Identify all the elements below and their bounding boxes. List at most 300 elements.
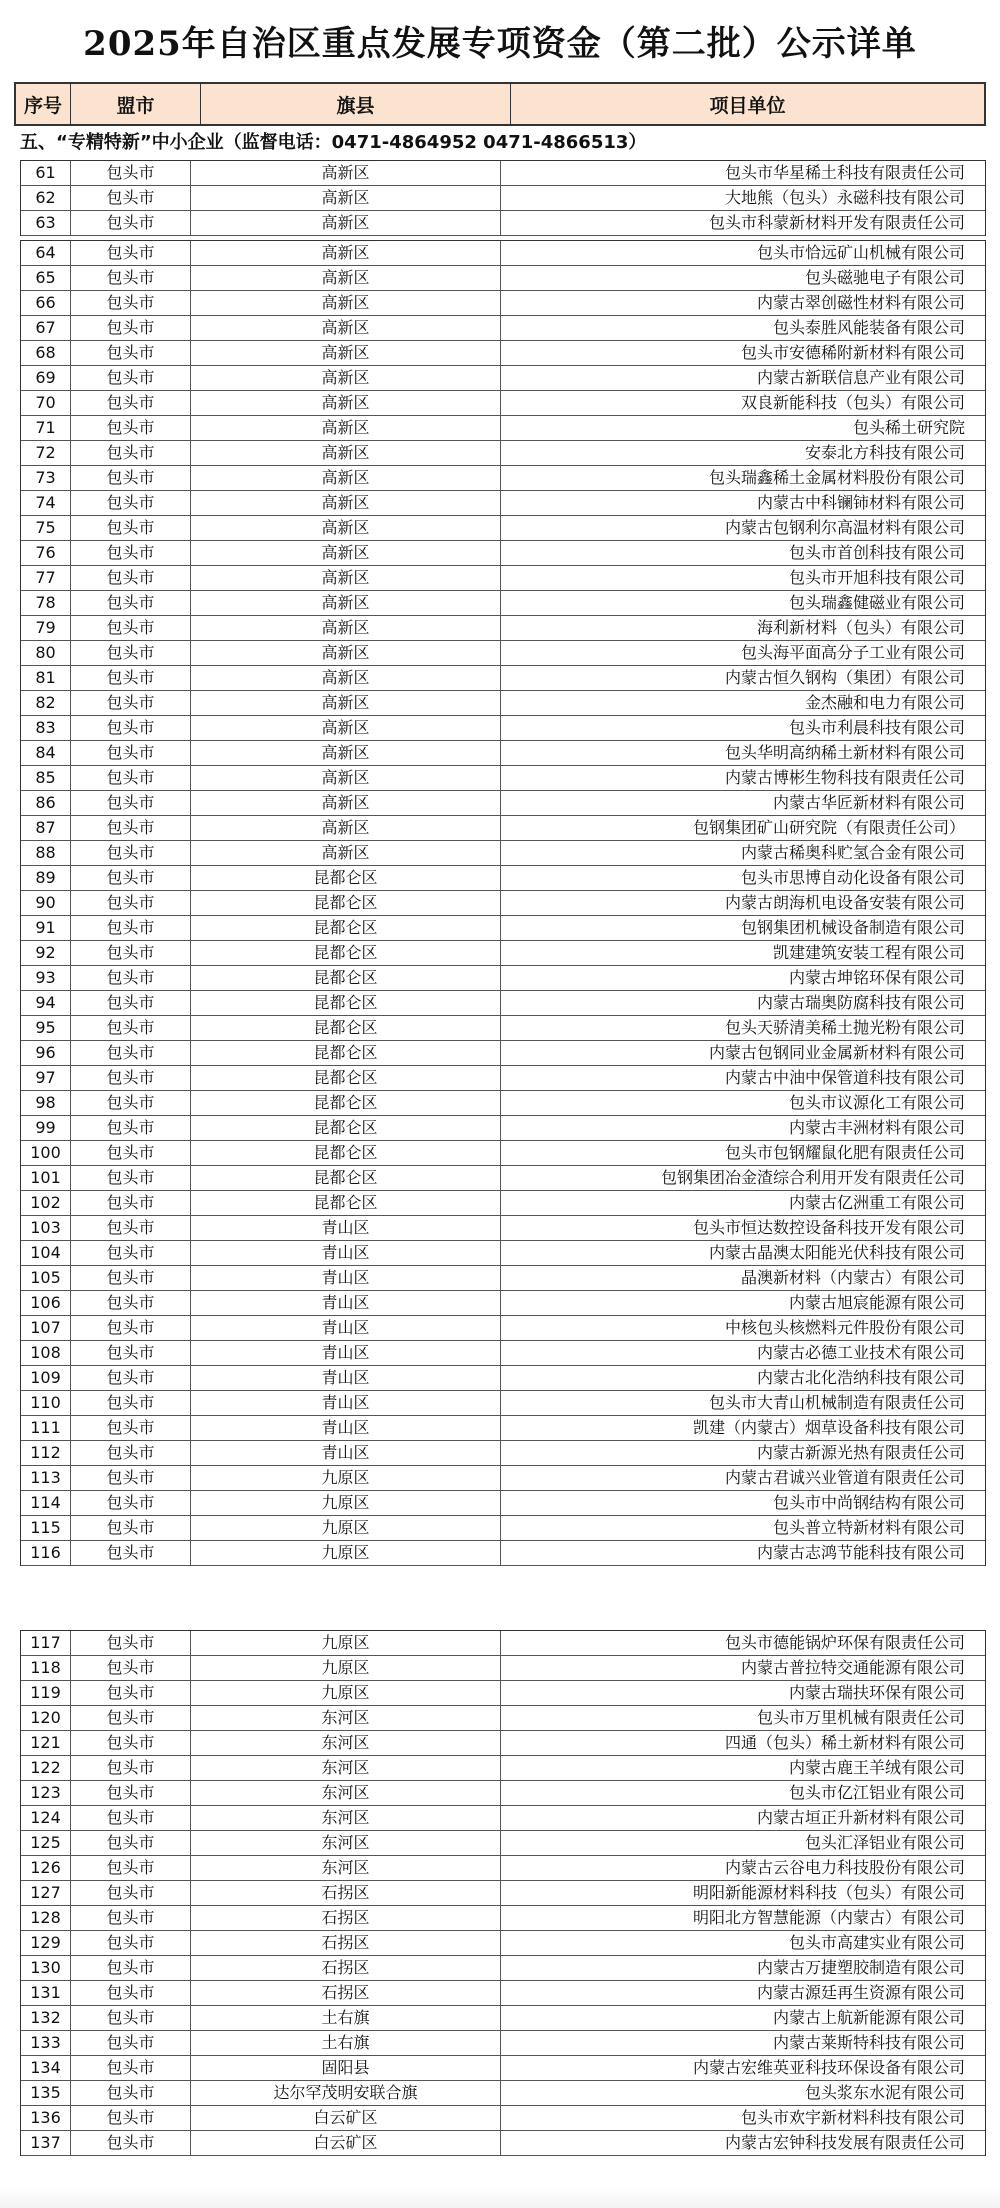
- table-row: [21, 1516, 985, 1541]
- row-index: 77: [21, 566, 71, 590]
- table-row: [21, 1906, 985, 1931]
- row-league-city: 包头市: [71, 1541, 191, 1565]
- row-county: 东河区: [191, 1831, 501, 1855]
- row-league-city: 包头市: [71, 941, 191, 965]
- row-project-unit: 包头市欢宇新材料科技有限公司: [740, 2108, 965, 2127]
- table-row: [21, 591, 985, 616]
- row-league-city: 包头市: [71, 591, 191, 615]
- row-index: 118: [21, 1656, 71, 1680]
- row-county: 昆都仑区: [191, 1116, 501, 1140]
- row-league-city: 包头市: [71, 516, 191, 540]
- row-project-unit: 内蒙古普拉特交通能源有限公司: [740, 1658, 965, 1677]
- row-project-unit: 内蒙古君诚兴业管道有限责任公司: [724, 1468, 965, 1487]
- row-league-city: 包头市: [71, 1856, 191, 1880]
- row-league-city: 包头市: [71, 1631, 191, 1655]
- row-county: 高新区: [191, 716, 501, 740]
- row-project-unit: 内蒙古稀奥科贮氢合金有限公司: [740, 843, 965, 862]
- row-project-unit: 晶澳新材料（内蒙古）有限公司: [740, 1268, 965, 1287]
- row-county: 青山区: [191, 1416, 501, 1440]
- row-county: 高新区: [191, 441, 501, 465]
- table-row: [21, 891, 985, 916]
- row-project-unit: 内蒙古中油中保管道科技有限公司: [724, 1068, 965, 1087]
- row-league-city: 包头市: [71, 1956, 191, 1980]
- row-index: 99: [21, 1116, 71, 1140]
- row-project-unit: 明阳北方智慧能源（内蒙古）有限公司: [692, 1908, 965, 1927]
- row-index: 89: [21, 866, 71, 890]
- row-project-unit: 内蒙古博彬生物科技有限责任公司: [724, 768, 965, 787]
- row-project-unit: 内蒙古晶澳太阳能光伏科技有限公司: [708, 1243, 965, 1262]
- row-project-unit: 包钢集团机械设备制造有限公司: [740, 918, 965, 937]
- row-project-unit: 内蒙古必德工业技术有限公司: [756, 1343, 965, 1362]
- row-project-unit: 包头普立特新材料有限公司: [772, 1518, 965, 1537]
- row-index: 134: [21, 2056, 71, 2080]
- row-league-city: 包头市: [71, 211, 191, 235]
- table-row: [21, 241, 985, 266]
- row-county: 高新区: [191, 161, 501, 185]
- row-league-city: 包头市: [71, 1731, 191, 1755]
- table-row: [21, 341, 985, 366]
- row-league-city: 包头市: [71, 1316, 191, 1340]
- row-league-city: 包头市: [71, 766, 191, 790]
- row-county: 达尔罕茂明安联合旗: [191, 2081, 501, 2105]
- table-row: [21, 186, 985, 211]
- table-row: [21, 1041, 985, 1066]
- row-project-unit: 双良新能科技（包头）有限公司: [740, 393, 965, 412]
- table-row: [21, 941, 985, 966]
- row-project-unit: 明阳新能源材料科技（包头）有限公司: [692, 1883, 965, 1902]
- row-league-city: 包头市: [71, 1656, 191, 1680]
- row-index: 95: [21, 1016, 71, 1040]
- row-index: 106: [21, 1291, 71, 1315]
- row-league-city: 包头市: [71, 1416, 191, 1440]
- table-row: [21, 1631, 985, 1656]
- row-league-city: 包头市: [71, 1041, 191, 1065]
- row-league-city: 包头市: [71, 1016, 191, 1040]
- row-project-unit: 包头汇泽铝业有限公司: [804, 1833, 965, 1852]
- row-league-city: 包头市: [71, 1266, 191, 1290]
- row-county: 东河区: [191, 1731, 501, 1755]
- row-league-city: 包头市: [71, 1516, 191, 1540]
- row-index: 124: [21, 1806, 71, 1830]
- row-county: 土右旗: [191, 2006, 501, 2030]
- row-league-city: 包头市: [71, 1066, 191, 1090]
- row-county: 东河区: [191, 1781, 501, 1805]
- row-project-unit: 包头市开旭科技有限公司: [788, 568, 965, 587]
- row-league-city: 包头市: [71, 916, 191, 940]
- row-project-unit: 内蒙古瑞扶环保有限公司: [788, 1683, 965, 1702]
- table-row: [21, 1416, 985, 1441]
- row-league-city: 包头市: [71, 1366, 191, 1390]
- row-league-city: 包头市: [71, 2031, 191, 2055]
- table-row: [21, 966, 985, 991]
- row-county: 青山区: [191, 1216, 501, 1240]
- page-bottom-edge: [0, 2188, 1000, 2208]
- row-county: 青山区: [191, 1341, 501, 1365]
- row-project-unit: 包头市亿江铝业有限公司: [788, 1783, 965, 1802]
- row-league-city: 包头市: [71, 566, 191, 590]
- table-row: [21, 541, 985, 566]
- row-league-city: 包头市: [71, 161, 191, 185]
- row-county: 石拐区: [191, 1931, 501, 1955]
- row-index: 68: [21, 341, 71, 365]
- row-index: 121: [21, 1731, 71, 1755]
- table-row: [21, 161, 985, 186]
- row-index: 82: [21, 691, 71, 715]
- row-project-unit: 包头市包钢耀鼠化肥有限责任公司: [724, 1143, 965, 1162]
- row-league-city: 包头市: [71, 2081, 191, 2105]
- row-project-unit: 内蒙古中科镧铈材料有限公司: [756, 493, 965, 512]
- row-index: 79: [21, 616, 71, 640]
- table-row: [21, 416, 985, 441]
- table-block-3: [20, 1630, 986, 2156]
- row-project-unit: 包头市万里机械有限责任公司: [756, 1708, 965, 1727]
- row-county: 高新区: [191, 591, 501, 615]
- row-county: 白云矿区: [191, 2106, 501, 2130]
- table-row: [21, 1091, 985, 1116]
- row-project-unit: 内蒙古志鸿节能科技有限公司: [756, 1543, 965, 1562]
- row-county: 高新区: [191, 791, 501, 815]
- row-project-unit: 内蒙古包钢利尔高温材料有限公司: [724, 518, 965, 537]
- row-project-unit: 安泰北方科技有限公司: [804, 443, 965, 462]
- row-county: 昆都仑区: [191, 991, 501, 1015]
- row-league-city: 包头市: [71, 1391, 191, 1415]
- row-index: 136: [21, 2106, 71, 2130]
- row-league-city: 包头市: [71, 2006, 191, 2030]
- table-row: [21, 491, 985, 516]
- row-project-unit: 内蒙古朗海机电设备安装有限公司: [724, 893, 965, 912]
- row-league-city: 包头市: [71, 2131, 191, 2155]
- row-league-city: 包头市: [71, 441, 191, 465]
- row-league-city: 包头市: [71, 1781, 191, 1805]
- row-county: 东河区: [191, 1706, 501, 1730]
- table-row: [21, 2056, 985, 2081]
- row-league-city: 包头市: [71, 1806, 191, 1830]
- table-row: [21, 316, 985, 341]
- table-row: [21, 1241, 985, 1266]
- row-project-unit: 内蒙古宏维英亚科技环保设备有限公司: [692, 2058, 965, 2077]
- row-index: 122: [21, 1756, 71, 1780]
- row-index: 61: [21, 161, 71, 185]
- row-county: 高新区: [191, 566, 501, 590]
- table-row: [21, 366, 985, 391]
- row-project-unit: 内蒙古源廷再生资源有限公司: [756, 1983, 965, 2002]
- row-project-unit: 海利新材料（包头）有限公司: [756, 618, 965, 637]
- row-index: 66: [21, 291, 71, 315]
- row-project-unit: 包头市德能锅炉环保有限责任公司: [724, 1633, 965, 1652]
- row-index: 135: [21, 2081, 71, 2105]
- table-row: [21, 766, 985, 791]
- row-project-unit: 包头市利晨科技有限公司: [788, 718, 965, 737]
- row-index: 102: [21, 1191, 71, 1215]
- table-row: [21, 1756, 985, 1781]
- table-row: [21, 1066, 985, 1091]
- row-project-unit: 四通（包头）稀土新材料有限公司: [724, 1733, 965, 1752]
- row-league-city: 包头市: [71, 1091, 191, 1115]
- row-league-city: 包头市: [71, 241, 191, 265]
- row-county: 东河区: [191, 1806, 501, 1830]
- row-county: 高新区: [191, 366, 501, 390]
- row-county: 石拐区: [191, 1881, 501, 1905]
- row-project-unit: 内蒙古坤铭环保有限公司: [788, 968, 965, 987]
- row-index: 101: [21, 1166, 71, 1190]
- row-county: 固阳县: [191, 2056, 501, 2080]
- table-row: [21, 1216, 985, 1241]
- row-index: 113: [21, 1466, 71, 1490]
- row-county: 昆都仑区: [191, 891, 501, 915]
- row-index: 86: [21, 791, 71, 815]
- table-row: [21, 1881, 985, 1906]
- row-league-city: 包头市: [71, 316, 191, 340]
- row-league-city: 包头市: [71, 2056, 191, 2080]
- table-row: [21, 641, 985, 666]
- table-row: [21, 741, 985, 766]
- row-county: 青山区: [191, 1241, 501, 1265]
- row-project-unit: 包头市科蒙新材料开发有限责任公司: [708, 213, 965, 232]
- row-index: 63: [21, 211, 71, 235]
- row-index: 114: [21, 1491, 71, 1515]
- row-county: 石拐区: [191, 1956, 501, 1980]
- row-county: 高新区: [191, 341, 501, 365]
- row-league-city: 包头市: [71, 966, 191, 990]
- row-project-unit: 内蒙古瑞奥防腐科技有限公司: [756, 993, 965, 1012]
- row-league-city: 包头市: [71, 291, 191, 315]
- table-row: [21, 566, 985, 591]
- row-project-unit: 内蒙古鹿王羊绒有限公司: [788, 1758, 965, 1777]
- header-county: 旗县: [201, 84, 511, 124]
- row-league-city: 包头市: [71, 1291, 191, 1315]
- row-county: 高新区: [191, 391, 501, 415]
- table-row: [21, 1441, 985, 1466]
- row-index: 85: [21, 766, 71, 790]
- table-row: [21, 1116, 985, 1141]
- row-project-unit: 金杰融和电力有限公司: [804, 693, 965, 712]
- table-row: [21, 1541, 985, 1566]
- row-county: 石拐区: [191, 1906, 501, 1930]
- row-league-city: 包头市: [71, 266, 191, 290]
- row-project-unit: 内蒙古亿洲重工有限公司: [788, 1193, 965, 1212]
- row-county: 昆都仑区: [191, 1091, 501, 1115]
- row-index: 104: [21, 1241, 71, 1265]
- table-block-2: [20, 240, 986, 1566]
- row-league-city: 包头市: [71, 1931, 191, 1955]
- table-row: [21, 2131, 985, 2156]
- row-project-unit: 内蒙古翠创磁性材料有限公司: [756, 293, 965, 312]
- row-index: 129: [21, 1931, 71, 1955]
- row-league-city: 包头市: [71, 1981, 191, 2005]
- row-league-city: 包头市: [71, 416, 191, 440]
- header-index: 序号: [16, 84, 71, 124]
- row-index: 71: [21, 416, 71, 440]
- row-index: 108: [21, 1341, 71, 1365]
- table-row: [21, 1191, 985, 1216]
- row-county: 九原区: [191, 1631, 501, 1655]
- row-index: 88: [21, 841, 71, 865]
- row-index: 105: [21, 1266, 71, 1290]
- row-county: 昆都仑区: [191, 1016, 501, 1040]
- section-label: 五、“专精特新”中小企业（监督电话：0471-4864952 0471-4866513）: [20, 132, 647, 153]
- row-county: 青山区: [191, 1266, 501, 1290]
- row-project-unit: 包头海平面高分子工业有限公司: [740, 643, 965, 662]
- table-row: [21, 1141, 985, 1166]
- row-league-city: 包头市: [71, 691, 191, 715]
- table-row: [21, 1366, 985, 1391]
- row-league-city: 包头市: [71, 1341, 191, 1365]
- row-league-city: 包头市: [71, 1191, 191, 1215]
- row-index: 119: [21, 1681, 71, 1705]
- row-index: 83: [21, 716, 71, 740]
- row-project-unit: 内蒙古华匠新材料有限公司: [772, 793, 965, 812]
- row-index: 87: [21, 816, 71, 840]
- table-row: [21, 516, 985, 541]
- row-county: 青山区: [191, 1366, 501, 1390]
- row-league-city: 包头市: [71, 366, 191, 390]
- row-county: 青山区: [191, 1291, 501, 1315]
- table-row: [21, 916, 985, 941]
- row-project-unit: 包头市安德稀附新材料有限公司: [740, 343, 965, 362]
- row-county: 高新区: [191, 841, 501, 865]
- row-league-city: 包头市: [71, 791, 191, 815]
- row-county: 高新区: [191, 766, 501, 790]
- row-index: 84: [21, 741, 71, 765]
- row-county: 青山区: [191, 1316, 501, 1340]
- row-index: 74: [21, 491, 71, 515]
- row-project-unit: 内蒙古北化浩纳科技有限公司: [756, 1368, 965, 1387]
- table-row: [21, 716, 985, 741]
- row-league-city: 包头市: [71, 1491, 191, 1515]
- row-county: 高新区: [191, 516, 501, 540]
- table-header: [14, 82, 986, 126]
- header-project-unit: 项目单位: [709, 94, 786, 117]
- row-league-city: 包头市: [71, 391, 191, 415]
- row-project-unit: 内蒙古宏钟科技发展有限责任公司: [724, 2133, 965, 2152]
- row-county: 高新区: [191, 241, 501, 265]
- row-index: 120: [21, 1706, 71, 1730]
- row-index: 67: [21, 316, 71, 340]
- table-row: [21, 1291, 985, 1316]
- row-index: 115: [21, 1516, 71, 1540]
- row-county: 九原区: [191, 1491, 501, 1515]
- row-county: 石拐区: [191, 1981, 501, 2005]
- row-project-unit: 内蒙古上航新能源有限公司: [772, 2008, 965, 2027]
- table-row: [21, 2006, 985, 2031]
- row-project-unit: 包钢集团冶金渣综合利用开发有限责任公司: [660, 1168, 965, 1187]
- row-county: 昆都仑区: [191, 1166, 501, 1190]
- row-project-unit: 包头市思博自动化设备有限公司: [740, 868, 965, 887]
- table-row: [21, 1706, 985, 1731]
- row-index: 137: [21, 2131, 71, 2155]
- row-league-city: 包头市: [71, 666, 191, 690]
- row-index: 133: [21, 2031, 71, 2055]
- row-project-unit: 内蒙古恒久钢构（集团）有限公司: [724, 668, 965, 687]
- header-league-city: 盟市: [71, 84, 201, 124]
- table-block-1: [20, 160, 986, 236]
- row-league-city: 包头市: [71, 991, 191, 1015]
- row-county: 东河区: [191, 1756, 501, 1780]
- row-project-unit: 包头市首创科技有限公司: [788, 543, 965, 562]
- row-project-unit: 包头稀土研究院: [852, 418, 965, 437]
- row-league-city: 包头市: [71, 1466, 191, 1490]
- row-index: 131: [21, 1981, 71, 2005]
- row-league-city: 包头市: [71, 1681, 191, 1705]
- row-county: 高新区: [191, 616, 501, 640]
- table-row: [21, 666, 985, 691]
- row-index: 90: [21, 891, 71, 915]
- row-county: 昆都仑区: [191, 1141, 501, 1165]
- row-county: 高新区: [191, 541, 501, 565]
- row-league-city: 包头市: [71, 616, 191, 640]
- row-index: 117: [21, 1631, 71, 1655]
- row-county: 高新区: [191, 291, 501, 315]
- row-league-city: 包头市: [71, 541, 191, 565]
- row-project-unit: 内蒙古新联信息产业有限公司: [756, 368, 965, 387]
- row-project-unit: 包头市议源化工有限公司: [788, 1093, 965, 1112]
- row-county: 九原区: [191, 1656, 501, 1680]
- row-league-city: 包头市: [71, 186, 191, 210]
- row-index: 81: [21, 666, 71, 690]
- row-index: 98: [21, 1091, 71, 1115]
- row-project-unit: 包头华明高纳稀土新材料有限公司: [724, 743, 965, 762]
- table-row: [21, 441, 985, 466]
- row-project-unit: 包头瑞鑫健磁业有限公司: [788, 593, 965, 612]
- table-row: [21, 211, 985, 236]
- row-league-city: 包头市: [71, 466, 191, 490]
- row-league-city: 包头市: [71, 816, 191, 840]
- row-index: 72: [21, 441, 71, 465]
- row-index: 92: [21, 941, 71, 965]
- row-project-unit: 包头瑞鑫稀土金属材料股份有限公司: [708, 468, 965, 487]
- row-project-unit: 包头市中尚钢结构有限公司: [772, 1493, 965, 1512]
- row-county: 高新区: [191, 266, 501, 290]
- row-project-unit: 内蒙古云谷电力科技股份有限公司: [724, 1858, 965, 1877]
- row-project-unit: 包头天骄清美稀土抛光粉有限公司: [724, 1018, 965, 1037]
- row-index: 75: [21, 516, 71, 540]
- row-county: 昆都仑区: [191, 941, 501, 965]
- row-county: 高新区: [191, 641, 501, 665]
- row-index: 126: [21, 1856, 71, 1880]
- table-row: [21, 1956, 985, 1981]
- row-county: 高新区: [191, 316, 501, 340]
- table-row: [21, 2031, 985, 2056]
- row-index: 125: [21, 1831, 71, 1855]
- row-project-unit: 大地熊（包头）永磁科技有限公司: [724, 188, 965, 207]
- row-county: 九原区: [191, 1541, 501, 1565]
- row-league-city: 包头市: [71, 1166, 191, 1190]
- table-row: [21, 2081, 985, 2106]
- row-project-unit: 内蒙古包钢同业金属新材料有限公司: [708, 1043, 965, 1062]
- row-project-unit: 内蒙古新源光热有限责任公司: [756, 1443, 965, 1462]
- table-row: [21, 266, 985, 291]
- row-project-unit: 包头磁驰电子有限公司: [804, 268, 965, 287]
- row-index: 76: [21, 541, 71, 565]
- row-index: 107: [21, 1316, 71, 1340]
- table-row: [21, 1016, 985, 1041]
- row-league-city: 包头市: [71, 741, 191, 765]
- table-row: [21, 2106, 985, 2131]
- row-county: 昆都仑区: [191, 916, 501, 940]
- row-project-unit: 包头市华星稀土科技有限责任公司: [724, 163, 965, 182]
- row-league-city: 包头市: [71, 866, 191, 890]
- row-project-unit: 包钢集团矿山研究院（有限责任公司）: [692, 818, 965, 837]
- row-league-city: 包头市: [71, 491, 191, 515]
- row-project-unit: 凯建（内蒙古）烟草设备科技有限公司: [692, 1418, 965, 1437]
- row-league-city: 包头市: [71, 1881, 191, 1905]
- table-row: [21, 466, 985, 491]
- row-county: 土右旗: [191, 2031, 501, 2055]
- row-league-city: 包头市: [71, 1116, 191, 1140]
- row-index: 69: [21, 366, 71, 390]
- row-county: 九原区: [191, 1516, 501, 1540]
- table-row: [21, 866, 985, 891]
